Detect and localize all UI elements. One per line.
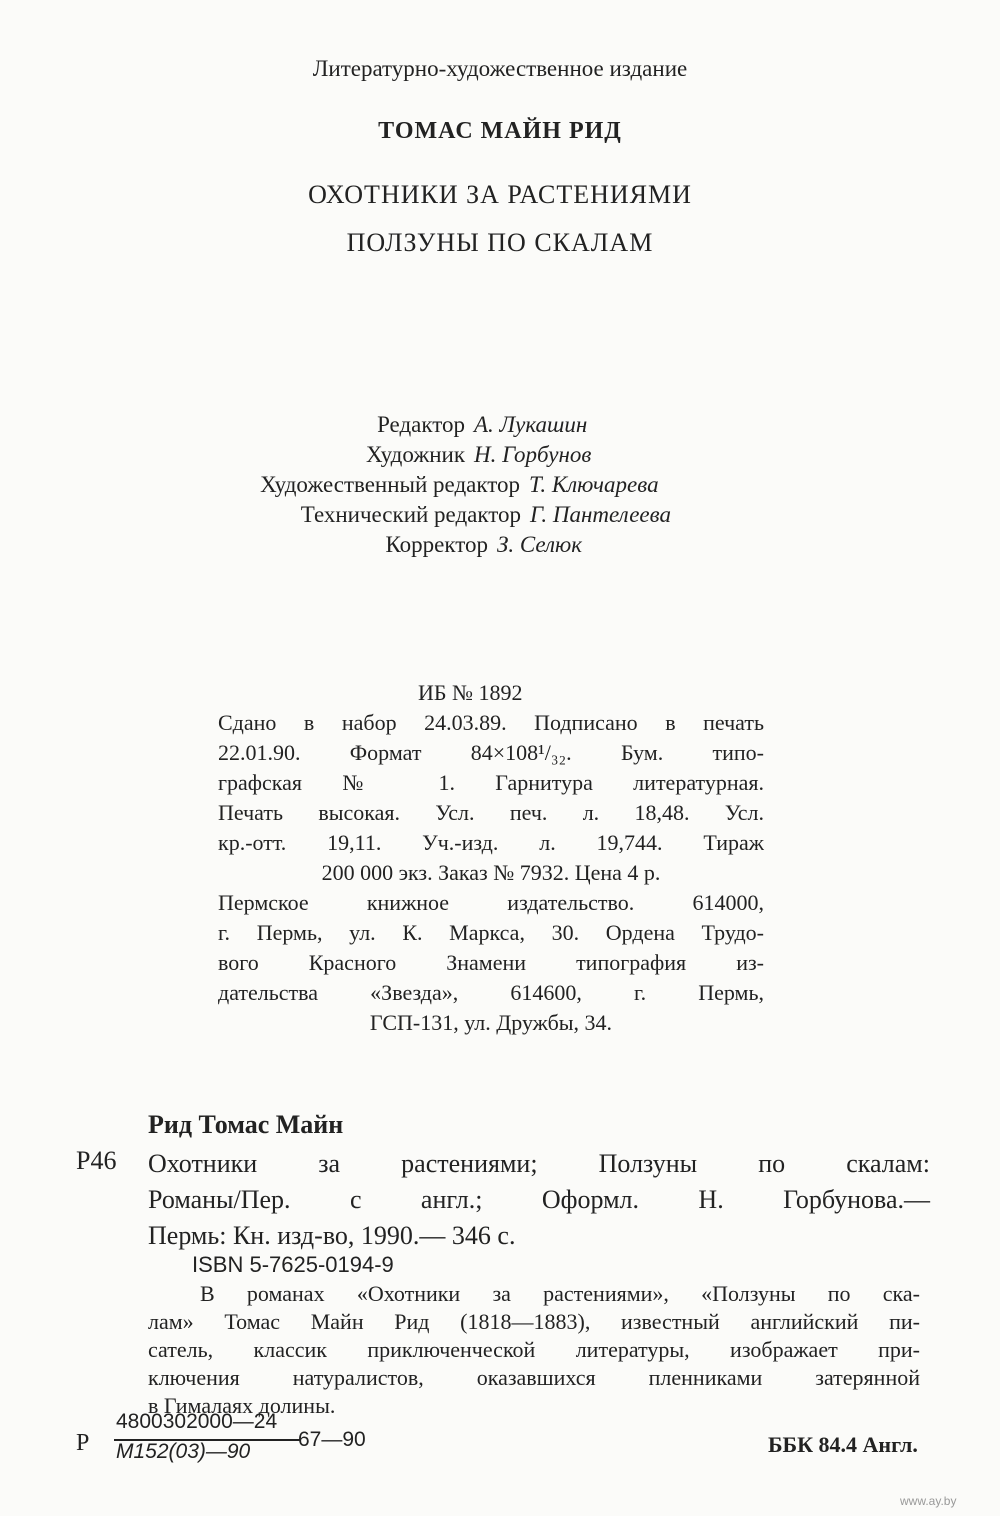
- description-line: Романы/Пер. с англ.; Оформл. Н. Горбунова.—: [148, 1185, 930, 1214]
- author-heading: ТОМАС МАЙН РИД: [378, 118, 622, 144]
- imprint-line: графская № 1. Гарнитура литературная.: [218, 770, 764, 795]
- genre-label: Литературно-художественное издание: [312, 56, 688, 81]
- bbk-code: ББК 84.4 Англ.: [768, 1432, 918, 1457]
- credit-role: Корректор: [385, 532, 488, 557]
- description-line: Охотники за растениями; Ползуны по скалам:: [148, 1149, 930, 1178]
- credit-role: Технический редактор: [300, 502, 521, 527]
- credit-proofreader: [0, 530, 1000, 560]
- catalog-description: [148, 1146, 930, 1254]
- book-title-1: ОХОТНИКИ ЗА РАСТЕНИЯМИ: [308, 180, 692, 209]
- credit-editor: [0, 410, 1000, 440]
- fraction-suffix: 67—90: [298, 1428, 366, 1451]
- catalog-code: Р46: [76, 1146, 117, 1175]
- credit-name: Н. Горбунов: [474, 442, 592, 467]
- description-line: Пермь: Кн. изд-во, 1990.— 346 с.: [148, 1221, 516, 1250]
- fraction-numerator: 4800302000—24: [116, 1410, 278, 1433]
- credit-name: А. Лукашин: [474, 412, 588, 437]
- imprint-line: 22.01.90. Формат 84×108¹/₃₂. Бум. типо-: [218, 740, 764, 765]
- annotation-line: лам» Томас Майн Рид (1818—1883), известный английский пи-: [148, 1309, 920, 1334]
- fraction-denominator: М152(03)—90: [116, 1440, 251, 1463]
- imprint-line: дательства «Звезда», 614600, г. Пермь,: [218, 980, 764, 1005]
- credit-art-editor: [0, 470, 1000, 500]
- imprint-line: Сдано в набор 24.03.89. Подписано в печать: [218, 710, 764, 735]
- annotation-line: В романах «Охотники за растениями», «Ползуны по ска-: [200, 1281, 920, 1306]
- imprint-line: Пермское книжное издательство. 614000,: [218, 890, 764, 915]
- fraction-prefix: Р: [76, 1430, 90, 1456]
- annotation-line: сатель, классик приключенческой литературы, изображает при-: [148, 1337, 920, 1362]
- annotation-line: ключения натуралистов, оказавшихся пленниками затерянной: [148, 1365, 920, 1390]
- annotation: [148, 1280, 920, 1420]
- catalog-author: Рид Томас Майн: [148, 1110, 344, 1139]
- isbn: ISBN 5-7625-0194-9: [192, 1252, 394, 1277]
- credit-name: Т. Ключарева: [529, 472, 659, 497]
- credit-role: Редактор: [377, 412, 465, 437]
- book-title-2: ПОЛЗУНЫ ПО СКАЛАМ: [346, 228, 654, 257]
- credit-role: Художник: [366, 442, 465, 467]
- imprint-line: кр.-отт. 19,11. Уч.-изд. л. 19,744. Тираж: [218, 830, 764, 855]
- classification-fraction: [76, 1410, 396, 1470]
- ib-number: ИБ № 1892: [418, 680, 523, 705]
- site-watermark: www.ay.by: [900, 1494, 957, 1508]
- credit-name: З. Селюк: [497, 532, 583, 557]
- credit-role: Художественный редактор: [260, 472, 520, 497]
- imprint-line: 200 000 экз. Заказ № 7932. Цена 4 р.: [321, 860, 661, 885]
- imprint-block: [218, 678, 764, 1038]
- credits-block: [0, 410, 1000, 560]
- imprint-line: Печать высокая. Усл. печ. л. 18,48. Усл.: [218, 800, 764, 825]
- credit-artist: [0, 440, 1000, 470]
- credit-name: Г. Пантелеева: [530, 502, 671, 527]
- imprint-line: г. Пермь, ул. К. Маркса, 30. Ордена Трудо-: [218, 920, 764, 945]
- credit-tech-editor: [0, 500, 1000, 530]
- annotation-line: в Гималаях долины.: [148, 1393, 336, 1418]
- imprint-line: ГСП-131, ул. Дружбы, 34.: [369, 1010, 613, 1035]
- imprint-line: вого Красного Знамени типография из-: [218, 950, 764, 975]
